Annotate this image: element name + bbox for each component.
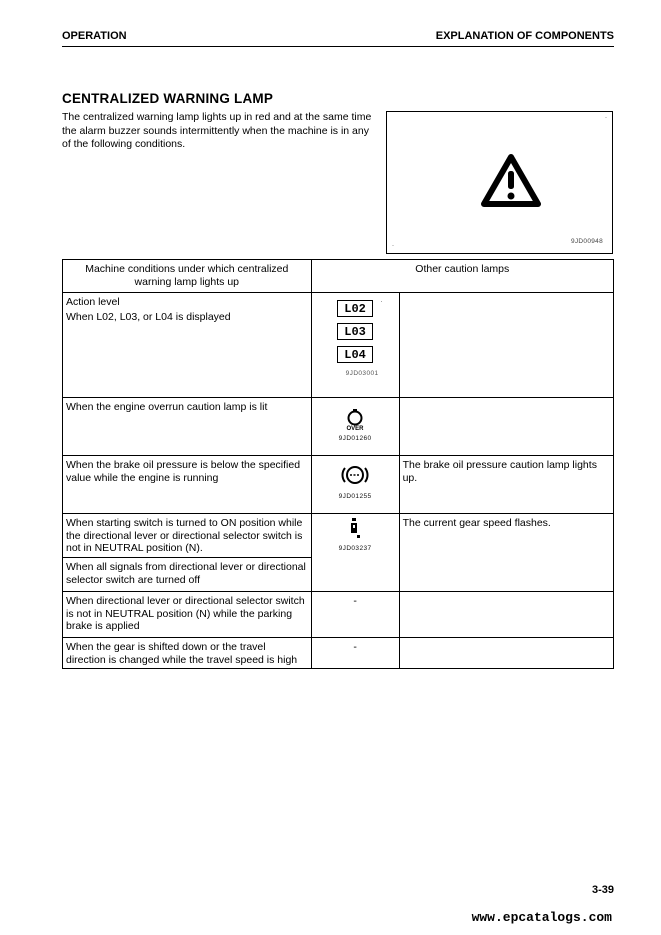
conditions-table bbox=[62, 259, 614, 669]
condition-cell: When directional lever or directional selector switch is not in NEUTRAL position (N) while the parking brake is applied bbox=[63, 592, 312, 638]
icon-cell bbox=[311, 456, 399, 514]
other-lamps-cell: The current gear speed flashes. bbox=[399, 514, 613, 592]
icon-code: 9JD03001 bbox=[345, 370, 379, 377]
icon-cell bbox=[311, 638, 399, 669]
table-row bbox=[63, 398, 614, 456]
icon-cell bbox=[311, 514, 399, 592]
warning-triangle-icon bbox=[480, 153, 542, 209]
other-lamps-cell bbox=[399, 293, 613, 398]
other-lamps-cell bbox=[399, 638, 613, 669]
header-right: EXPLANATION OF COMPONENTS bbox=[435, 30, 614, 42]
l04-icon: L04 bbox=[337, 346, 373, 363]
table-row bbox=[63, 638, 614, 669]
figure-dot: · bbox=[392, 243, 394, 249]
table-row bbox=[63, 293, 614, 398]
header-rule bbox=[62, 46, 614, 47]
brake-oil-pressure-icon bbox=[340, 463, 370, 487]
l02-icon: L02 bbox=[337, 300, 373, 317]
header-conditions: Machine conditions under which centralized warning lamp lights up bbox=[63, 260, 312, 293]
icon-code: 9JD03237 bbox=[338, 545, 372, 552]
overrun-label: OVER bbox=[346, 426, 364, 431]
condition-cell: When the gear is shifted down or the travel direction is changed while the travel speed is high bbox=[63, 638, 312, 669]
icon-cell bbox=[311, 398, 399, 456]
section-title: CENTRALIZED WARNING LAMP bbox=[62, 91, 274, 106]
other-lamps-cell: The brake oil pressure caution lamp lights up. bbox=[399, 456, 613, 514]
header-other-lamps: Other caution lamps bbox=[311, 260, 613, 293]
page-number: 3-39 bbox=[591, 884, 614, 896]
watermark: www.epcatalogs.com bbox=[471, 910, 612, 925]
l03-icon: L03 bbox=[337, 323, 373, 340]
condition-cell: When the engine overrun caution lamp is lit bbox=[63, 398, 312, 456]
icon-cell: · L02 L03 L04 9JD03001 bbox=[311, 293, 399, 398]
other-lamps-cell bbox=[399, 592, 613, 638]
intro-text: The centralized warning lamp lights up in red and at the same time the alarm buzzer sounds intermittently when the machine is in any of the following conditions. bbox=[62, 111, 372, 150]
condition-cell: When all signals from directional lever or directional selector switch are turned off bbox=[63, 558, 312, 592]
icon-code: 9JD01255 bbox=[338, 493, 372, 500]
no-icon-dash: - bbox=[353, 595, 357, 607]
action-level-desc: When L02, L03, or L04 is displayed bbox=[66, 310, 231, 323]
condition-cell: When starting switch is turned to ON position while the directional lever or directional selector switch is not in NEUTRAL position (N). bbox=[63, 514, 312, 558]
action-level-label: Action level bbox=[66, 296, 120, 308]
icon-cell bbox=[311, 592, 399, 638]
table-header-row bbox=[63, 260, 614, 293]
table-row bbox=[63, 592, 614, 638]
figure-dot: · bbox=[605, 115, 607, 121]
table-row bbox=[63, 514, 614, 558]
gear-speed-icon bbox=[349, 517, 361, 539]
warning-lamp-figure bbox=[386, 111, 613, 254]
icon-code: 9JD01260 bbox=[338, 435, 372, 442]
table-row bbox=[63, 456, 614, 514]
header-left: OPERATION bbox=[62, 30, 127, 42]
condition-cell bbox=[63, 293, 312, 398]
no-icon-dash: - bbox=[353, 641, 357, 653]
other-lamps-cell bbox=[399, 398, 613, 456]
figure-code: 9JD00948 bbox=[570, 238, 603, 245]
engine-overrun-icon bbox=[343, 407, 367, 431]
condition-cell: When the brake oil pressure is below the specified value while the engine is running bbox=[63, 456, 312, 514]
